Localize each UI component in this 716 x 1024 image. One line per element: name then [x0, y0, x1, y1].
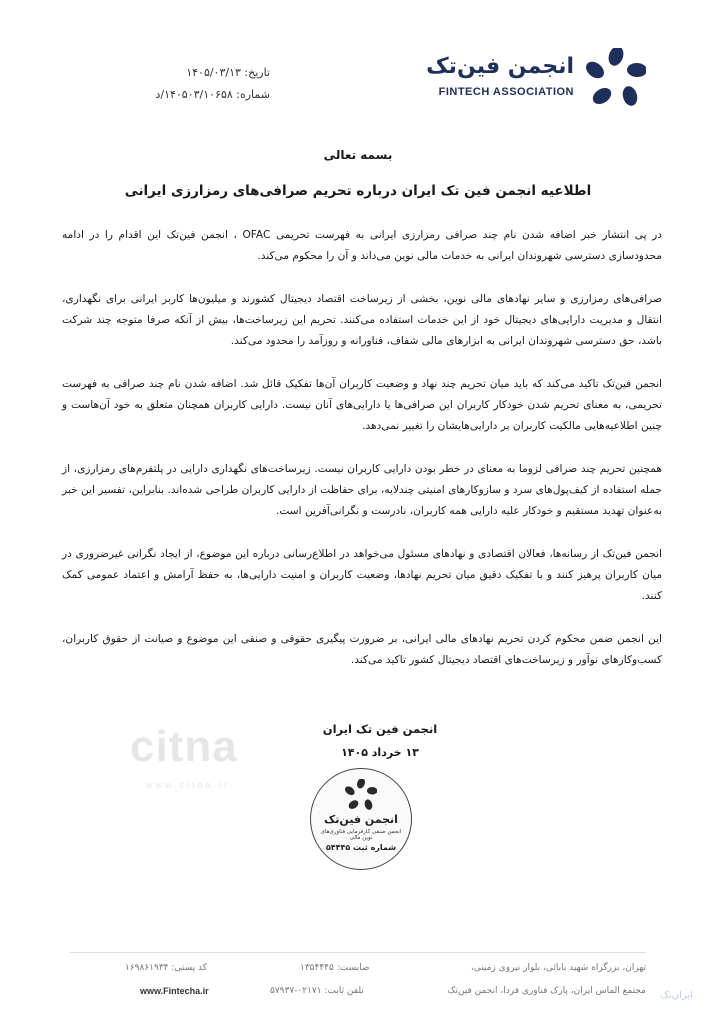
paragraph-1: در پی انتشار خبر اضافه شدن نام چند صرافی رمزارزی ایرانی به فهرست تحریمی OFAC ، انجمن فین‌تک این اقدام را در ادامه محدودسازی دسترسی شهروندان ایرانی به خدمات مالی نوین می‌داند و آن را محکوم می‌کند. — [62, 229, 662, 262]
paragraph-6: این انجمن ضمن محکوم کردن تحریم نهادهای مالی ایرانی، بر ضرورت پیگیری حقوقی و صنفی این موضوع و صیانت از حقوق کاربران، کسب‌وکارهای نوآور و زیرساخت‌های اقتصاد دیجیتال کشور تاکید می‌کند. — [62, 633, 662, 666]
corner-brand-watermark: ایران‌تک — [660, 990, 693, 1001]
watermark-brand: citna — [130, 722, 238, 771]
paragraph-3: انجمن فین‌تک تاکید می‌کند که باید میان تحریم چند نهاد و وضعیت کاربران آن‌ها تفکیک قائل شد. اضافه شدن نام چند صرافی به فهرست تحریمی، به معنای تحریم شدن خودکار کاربران این صرافی‌ها یا دارایی‌های آنان نیست. دارایی کاربران همچنان متعلق به خود آن‌هاست و چنین اطلاعیه‌هایی مالکیت کاربران بر دارایی‌هایشان را تغییر نمی‌دهد. — [62, 378, 662, 432]
footer-fax: صابست: ۱۳۵۴۴۴۵ — [300, 963, 370, 973]
paragraph-2: صرافی‌های رمزارزی و سایر نهادهای مالی نوین، بخشی از زیرساخت اقتصاد دیجیتال کشورند و میلیون‌ها کاربر ایرانی برای نگهداری، انتقال و مدیریت دارایی‌های دیجیتال خود از این خدمات استفاده می‌کنند. تحریم این زیرساخت‌ها، بیش از آنکه صرفا متوجه چند شرکت باشد، حق دسترسی شهروندان ایرانی به ابزارهای مالی شفاف، فناورانه و روزآمد را محدود می‌کند. — [62, 293, 662, 347]
footer-address-line1: تهران، بزرگراه شهید بابائی، بلوار نیروی زمینی، — [470, 963, 646, 973]
footer-address-line2: مجتمع الماس ایران، پارک فناوری فردا، انجمن فین‌تک — [447, 986, 646, 996]
stamp-registration: شماره ثبت ۵۴۴۴۵ — [325, 843, 397, 852]
stamp-name: انجمن فین‌تک — [324, 813, 398, 826]
org-name-en: FINTECH ASSOCIATION — [438, 86, 574, 98]
paragraph-4: همچنین تحریم چند صرافی لزوما به معنای در خطر بودن دارایی کاربران نیست. زیرساخت‌های نگهداری دارایی در پلتفرم‌های رمزارزی، از جمله استفاده از کیف‌پول‌های سرد و سازوکارهای امنیتی چندلایه، برای حفاظت از دارایی کاربران طراحی شده‌اند. بنابراین، تفسیر این خبر به‌عنوان تهدید مستقیم و خودکار علیه دارایی همه کاربران، نادرست و نگرانی‌آفرین است. — [62, 463, 662, 517]
signature-name: انجمن فین تک ایران — [322, 722, 438, 736]
letter-meta — [70, 62, 270, 106]
letter-number: شماره: ۱۴۰۵۰۳/۱۰۶۵۸/د — [155, 88, 270, 101]
footer-phone: تلفن ثابت: ۰۲۱۷۱-۵۷۹۳۷ — [270, 986, 364, 996]
footer-postal-code: کد پستی: ۱۶۹۸۶۱۹۳۴ — [125, 963, 208, 973]
stamp-logo-icon — [345, 779, 377, 811]
letter-date: تاریخ: ۱۴۰۵/۰۳/۱۳ — [186, 66, 270, 79]
fintech-logo-icon — [586, 48, 646, 108]
signature-date: ۱۳ خرداد ۱۴۰۵ — [341, 746, 419, 759]
org-name: انجمن فین‌تک — [426, 54, 574, 79]
footer-divider — [70, 952, 646, 953]
citna-watermark — [130, 722, 280, 792]
watermark-site: www.citna.ir — [146, 780, 231, 790]
letter-title: اطلاعیه انجمن فین تک ایران درباره تحریم صرافی‌های رمزارزی ایرانی — [124, 183, 592, 199]
fintech-logo — [396, 48, 646, 108]
official-stamp — [310, 768, 412, 870]
basmala: بسمه تعالی — [323, 148, 393, 162]
footer-website-link[interactable]: www.Fintecha.ir — [140, 986, 209, 996]
letter-body — [62, 225, 662, 693]
paragraph-5: انجمن فین‌تک از رسانه‌ها، فعالان اقتصادی و نهادهای مسئول می‌خواهد در اطلاع‌رسانی درباره این موضوع، از ایجاد نگرانی غیرضروری در میان کاربران پرهیز کنند و با تفکیک دقیق میان تحریم نهادها، وضعیت کاربران و امنیت دارایی‌ها، به حفظ آرامش و اعتماد عمومی کمک کنند. — [62, 548, 662, 602]
stamp-subtitle: انجمن صنفی کارفرمایی فناوری‌های نوین مالی — [320, 829, 402, 841]
